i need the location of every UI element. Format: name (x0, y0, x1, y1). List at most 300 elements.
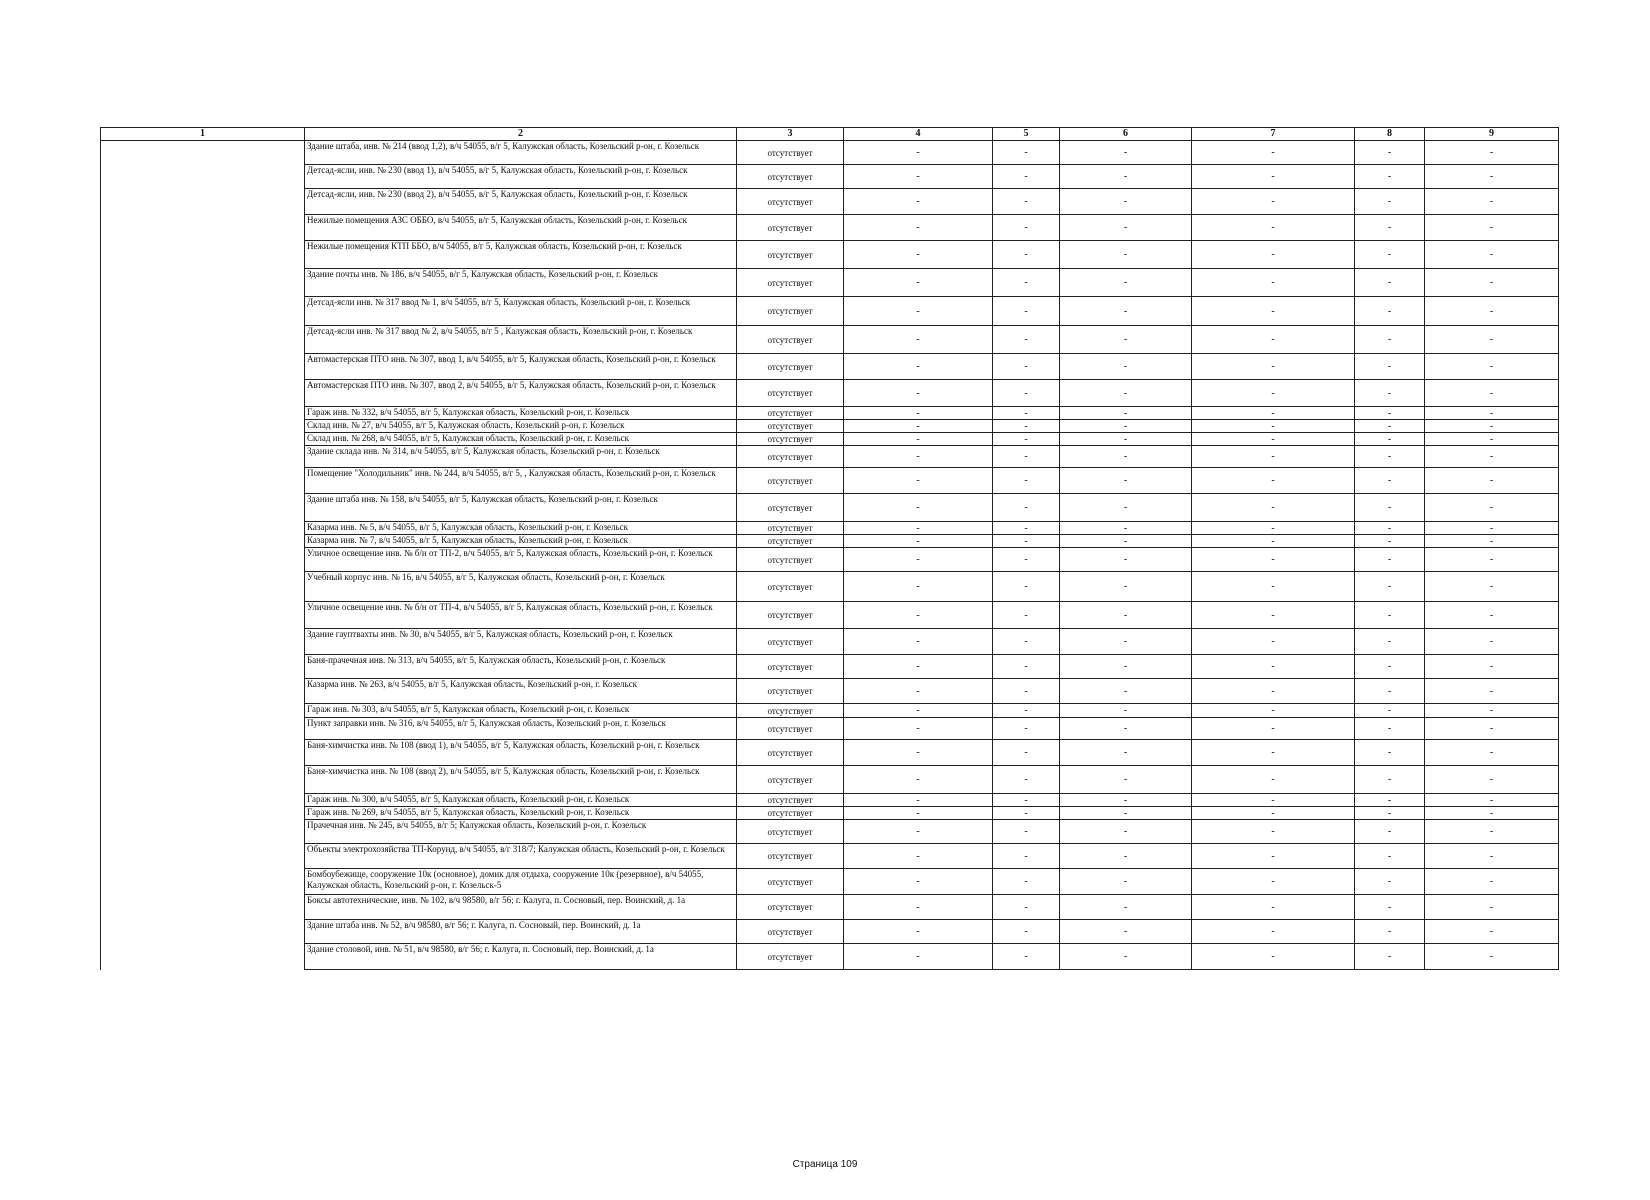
column-header-3: 3 (737, 128, 844, 141)
object-description: Нежилые помещения КТП ББО, в/ч 54055, в/г 5, Калужская область, Козельский р-он, г. Козельск (305, 241, 737, 269)
value-cell-col-7: - (1192, 535, 1355, 548)
status-cell: отсутствует (737, 869, 844, 895)
object-description: Баня-химчистка инв. № 108 (ввод 2), в/ч 54055, в/г 5, Калужская область, Козельский р-он, г. Козельск (305, 766, 737, 794)
value-cell-col-4: - (844, 165, 993, 189)
value-cell-col-8: - (1355, 869, 1425, 895)
object-description: Прачечная инв. № 245, в/ч 54055, в/г 5; Калужская область, Козельский р-он, г. Козельск (305, 820, 737, 844)
value-cell-col-9: - (1425, 718, 1559, 740)
value-cell-col-9: - (1425, 869, 1559, 895)
value-cell-col-9: - (1425, 407, 1559, 420)
status-cell: отсутствует (737, 407, 844, 420)
value-cell-col-6: - (1060, 494, 1192, 522)
object-description: Баня-прачечная инв. № 313, в/ч 54055, в/г 5, Калужская область, Козельский р-он, г. Козельск (305, 655, 737, 679)
value-cell-col-8: - (1355, 704, 1425, 718)
value-cell-col-5: - (993, 704, 1060, 718)
value-cell-col-5: - (993, 354, 1060, 380)
row-number-cell (101, 794, 305, 807)
value-cell-col-8: - (1355, 740, 1425, 766)
table-row (101, 704, 1559, 718)
value-cell-col-5: - (993, 380, 1060, 407)
value-cell-col-6: - (1060, 522, 1192, 535)
value-cell-col-7: - (1192, 572, 1355, 602)
status-cell: отсутствует (737, 297, 844, 326)
value-cell-col-5: - (993, 494, 1060, 522)
value-cell-col-6: - (1060, 141, 1192, 165)
object-description: Бомбоубежище, сооружение 10к (основное), домик для отдыха, сооружение 10к (резервное), в/ч 54055, Калужская область, Козельский р-он, г. Козельск-5 (305, 869, 737, 895)
table-row (101, 354, 1559, 380)
table-row (101, 522, 1559, 535)
column-header-5: 5 (993, 128, 1060, 141)
value-cell-col-6: - (1060, 869, 1192, 895)
value-cell-col-4: - (844, 141, 993, 165)
row-number-cell (101, 629, 305, 655)
table-row (101, 548, 1559, 572)
value-cell-col-7: - (1192, 704, 1355, 718)
value-cell-col-7: - (1192, 297, 1355, 326)
object-description: Детсад-ясли, инв. № 230 (ввод 1), в/ч 54055, в/г 5, Калужская область, Козельский р-он, г. Козельск (305, 165, 737, 189)
row-number-cell (101, 572, 305, 602)
value-cell-col-5: - (993, 655, 1060, 679)
value-cell-col-5: - (993, 920, 1060, 944)
value-cell-col-6: - (1060, 944, 1192, 970)
status-cell: отсутствует (737, 269, 844, 297)
status-cell: отсутствует (737, 807, 844, 820)
table-row (101, 446, 1559, 468)
page-number: Страница 109 (792, 1159, 858, 1170)
object-description: Здание склада инв. № 314, в/ч 54055, в/г 5, Калужская область, Козельский р-он, г. Козельск (305, 446, 737, 468)
value-cell-col-5: - (993, 446, 1060, 468)
value-cell-col-7: - (1192, 740, 1355, 766)
value-cell-col-6: - (1060, 844, 1192, 869)
status-cell: отсутствует (737, 895, 844, 920)
value-cell-col-5: - (993, 844, 1060, 869)
column-header-9: 9 (1425, 128, 1559, 141)
table-row (101, 895, 1559, 920)
value-cell-col-9: - (1425, 380, 1559, 407)
value-cell-col-8: - (1355, 572, 1425, 602)
value-cell-col-4: - (844, 766, 993, 794)
value-cell-col-9: - (1425, 920, 1559, 944)
value-cell-col-5: - (993, 165, 1060, 189)
row-number-cell (101, 380, 305, 407)
object-description: Здание столовой, инв. № 51, в/ч 98580, в/г 56; г. Калуга, п. Сосновый, пер. Воинский, д. 1а (305, 944, 737, 970)
status-cell: отсутствует (737, 189, 844, 215)
value-cell-col-4: - (844, 920, 993, 944)
status-cell: отсутствует (737, 354, 844, 380)
row-number-cell (101, 241, 305, 269)
value-cell-col-5: - (993, 468, 1060, 494)
status-cell: отсутствует (737, 679, 844, 704)
value-cell-col-7: - (1192, 326, 1355, 354)
value-cell-col-7: - (1192, 165, 1355, 189)
object-description: Нежилые помещения АЗС ОББО, в/ч 54055, в/г 5, Калужская область, Козельский р-он, г. Козельск (305, 215, 737, 241)
status-cell: отсутствует (737, 766, 844, 794)
value-cell-col-5: - (993, 269, 1060, 297)
value-cell-col-7: - (1192, 241, 1355, 269)
value-cell-col-5: - (993, 215, 1060, 241)
value-cell-col-4: - (844, 895, 993, 920)
value-cell-col-7: - (1192, 718, 1355, 740)
value-cell-col-6: - (1060, 718, 1192, 740)
row-number-cell (101, 189, 305, 215)
value-cell-col-5: - (993, 522, 1060, 535)
table-row (101, 655, 1559, 679)
value-cell-col-7: - (1192, 420, 1355, 433)
row-number-cell (101, 535, 305, 548)
value-cell-col-9: - (1425, 895, 1559, 920)
status-cell: отсутствует (737, 468, 844, 494)
value-cell-col-7: - (1192, 380, 1355, 407)
value-cell-col-7: - (1192, 522, 1355, 535)
value-cell-col-6: - (1060, 766, 1192, 794)
row-number-cell (101, 766, 305, 794)
value-cell-col-4: - (844, 944, 993, 970)
table-row (101, 629, 1559, 655)
row-number-cell (101, 718, 305, 740)
value-cell-col-9: - (1425, 269, 1559, 297)
value-cell-col-8: - (1355, 433, 1425, 446)
row-number-cell (101, 655, 305, 679)
value-cell-col-6: - (1060, 433, 1192, 446)
value-cell-col-9: - (1425, 844, 1559, 869)
column-header-8: 8 (1355, 128, 1425, 141)
table-row (101, 869, 1559, 895)
value-cell-col-6: - (1060, 629, 1192, 655)
value-cell-col-9: - (1425, 766, 1559, 794)
value-cell-col-8: - (1355, 820, 1425, 844)
row-number-cell (101, 895, 305, 920)
table-row (101, 468, 1559, 494)
value-cell-col-7: - (1192, 548, 1355, 572)
object-description: Гараж инв. № 300, в/ч 54055, в/г 5, Калужская область, Козельский р-он, г. Козельск (305, 794, 737, 807)
row-number-cell (101, 433, 305, 446)
value-cell-col-5: - (993, 679, 1060, 704)
value-cell-col-4: - (844, 326, 993, 354)
value-cell-col-5: - (993, 869, 1060, 895)
value-cell-col-6: - (1060, 548, 1192, 572)
value-cell-col-5: - (993, 141, 1060, 165)
value-cell-col-9: - (1425, 494, 1559, 522)
value-cell-col-8: - (1355, 535, 1425, 548)
row-number-cell (101, 522, 305, 535)
row-number-cell (101, 326, 305, 354)
object-description: Здание гауптвахты инв. № 30, в/ч 54055, в/г 5, Калужская область, Козельский р-он, г. Козельск (305, 629, 737, 655)
value-cell-col-8: - (1355, 446, 1425, 468)
value-cell-col-7: - (1192, 920, 1355, 944)
value-cell-col-9: - (1425, 704, 1559, 718)
value-cell-col-8: - (1355, 420, 1425, 433)
value-cell-col-8: - (1355, 920, 1425, 944)
object-description: Склад инв. № 27, в/ч 54055, в/г 5, Калужская область, Козельский р-он, г. Козельск (305, 420, 737, 433)
object-description: Помещение "Холодильник" инв. № 244, в/ч 54055, в/г 5, , Калужская область, Козельский р-он, г. Козельск (305, 468, 737, 494)
value-cell-col-6: - (1060, 297, 1192, 326)
value-cell-col-8: - (1355, 655, 1425, 679)
value-cell-col-5: - (993, 535, 1060, 548)
object-description: Гараж инв. № 269, в/ч 54055, в/г 5, Калужская область, Козельский р-он, г. Козельск (305, 807, 737, 820)
value-cell-col-6: - (1060, 535, 1192, 548)
value-cell-col-9: - (1425, 535, 1559, 548)
value-cell-col-8: - (1355, 679, 1425, 704)
object-description: Здание почты инв. № 186, в/ч 54055, в/г 5, Калужская область, Козельский р-он, г. Козельск (305, 269, 737, 297)
value-cell-col-7: - (1192, 807, 1355, 820)
value-cell-col-4: - (844, 704, 993, 718)
value-cell-col-9: - (1425, 629, 1559, 655)
object-description: Склад инв. № 268, в/ч 54055, в/г 5, Калужская область, Козельский р-он, г. Козельск (305, 433, 737, 446)
table-row (101, 794, 1559, 807)
value-cell-col-5: - (993, 602, 1060, 629)
status-cell: отсутствует (737, 494, 844, 522)
row-number-cell (101, 494, 305, 522)
value-cell-col-9: - (1425, 326, 1559, 354)
value-cell-col-9: - (1425, 297, 1559, 326)
value-cell-col-8: - (1355, 468, 1425, 494)
value-cell-col-4: - (844, 679, 993, 704)
object-description: Казарма инв. № 7, в/ч 54055, в/г 5, Калужская область, Козельский р-он, г. Козельск (305, 535, 737, 548)
value-cell-col-8: - (1355, 407, 1425, 420)
object-description: Баня-химчистка инв. № 108 (ввод 1), в/ч 54055, в/г 5, Калужская область, Козельский р-он, г. Козельск (305, 740, 737, 766)
value-cell-col-7: - (1192, 269, 1355, 297)
row-number-cell (101, 407, 305, 420)
value-cell-col-8: - (1355, 602, 1425, 629)
header-row (101, 128, 1559, 141)
row-number-cell (101, 869, 305, 895)
value-cell-col-4: - (844, 572, 993, 602)
value-cell-col-9: - (1425, 679, 1559, 704)
table-row (101, 718, 1559, 740)
row-number-cell (101, 420, 305, 433)
value-cell-col-7: - (1192, 679, 1355, 704)
value-cell-col-8: - (1355, 522, 1425, 535)
status-cell: отсутствует (737, 165, 844, 189)
object-description: Пункт заправки инв. № 316, в/ч 54055, в/г 5, Калужская область, Козельский р-он, г. Козельск (305, 718, 737, 740)
value-cell-col-9: - (1425, 354, 1559, 380)
row-number-cell (101, 297, 305, 326)
value-cell-col-6: - (1060, 354, 1192, 380)
object-description: Гараж инв. № 332, в/ч 54055, в/г 5, Калужская область, Козельский р-он, г. Козельск (305, 407, 737, 420)
table-row (101, 165, 1559, 189)
object-description: Боксы автотехнические, инв. № 102, в/ч 98580, в/г 56; г. Калуга, п. Сосновый, пер. Воинский, д. 1а (305, 895, 737, 920)
object-description: Учебный корпус инв. № 16, в/ч 54055, в/г 5, Калужская область, Козельский р-он, г. Козельск (305, 572, 737, 602)
value-cell-col-9: - (1425, 241, 1559, 269)
value-cell-col-4: - (844, 446, 993, 468)
value-cell-col-8: - (1355, 269, 1425, 297)
object-description: Автомастерская ПТО инв. № 307, ввод 1, в/ч 54055, в/г 5, Калужская область, Козельский р-он, г. Козельск (305, 354, 737, 380)
value-cell-col-7: - (1192, 794, 1355, 807)
row-number-cell (101, 820, 305, 844)
value-cell-col-5: - (993, 629, 1060, 655)
table-row (101, 380, 1559, 407)
row-number-cell (101, 468, 305, 494)
value-cell-col-5: - (993, 807, 1060, 820)
value-cell-col-6: - (1060, 602, 1192, 629)
value-cell-col-4: - (844, 794, 993, 807)
table-row (101, 944, 1559, 970)
value-cell-col-7: - (1192, 494, 1355, 522)
status-cell: отсутствует (737, 420, 844, 433)
value-cell-col-8: - (1355, 895, 1425, 920)
object-description: Здание штаба, инв. № 214 (ввод 1,2), в/ч 54055, в/г 5, Калужская область, Козельский р-он, г. Козельск (305, 141, 737, 165)
value-cell-col-6: - (1060, 407, 1192, 420)
table-row (101, 602, 1559, 629)
value-cell-col-4: - (844, 269, 993, 297)
value-cell-col-7: - (1192, 766, 1355, 794)
value-cell-col-4: - (844, 718, 993, 740)
value-cell-col-7: - (1192, 433, 1355, 446)
table-row (101, 215, 1559, 241)
value-cell-col-7: - (1192, 844, 1355, 869)
value-cell-col-5: - (993, 297, 1060, 326)
value-cell-col-5: - (993, 420, 1060, 433)
value-cell-col-6: - (1060, 820, 1192, 844)
object-description: Объекты электрохозяйства ТП-Корунд, в/ч 54055, в/г 318/7; Калужская область, Козельский р-он, г. Козельск (305, 844, 737, 869)
object-description: Казарма инв. № 5, в/ч 54055, в/г 5, Калужская область, Козельский р-он, г. Козельск (305, 522, 737, 535)
table-row (101, 420, 1559, 433)
value-cell-col-5: - (993, 189, 1060, 215)
status-cell: отсутствует (737, 602, 844, 629)
value-cell-col-4: - (844, 740, 993, 766)
table-row (101, 807, 1559, 820)
status-cell: отсутствует (737, 794, 844, 807)
status-cell: отсутствует (737, 820, 844, 844)
status-cell: отсутствует (737, 944, 844, 970)
value-cell-col-8: - (1355, 944, 1425, 970)
value-cell-col-4: - (844, 215, 993, 241)
column-header-1: 1 (101, 128, 305, 141)
value-cell-col-6: - (1060, 704, 1192, 718)
row-number-cell (101, 807, 305, 820)
value-cell-col-4: - (844, 602, 993, 629)
value-cell-col-6: - (1060, 468, 1192, 494)
row-number-cell (101, 844, 305, 869)
value-cell-col-5: - (993, 944, 1060, 970)
table-body (101, 141, 1559, 970)
value-cell-col-9: - (1425, 794, 1559, 807)
status-cell: отсутствует (737, 141, 844, 165)
value-cell-col-5: - (993, 548, 1060, 572)
value-cell-col-7: - (1192, 655, 1355, 679)
row-number-cell (101, 740, 305, 766)
object-description: Автомастерская ПТО инв. № 307, ввод 2, в/ч 54055, в/г 5, Калужская область, Козельский р-он, г. Козельск (305, 380, 737, 407)
value-cell-col-6: - (1060, 215, 1192, 241)
row-number-cell (101, 920, 305, 944)
table-row (101, 844, 1559, 869)
value-cell-col-9: - (1425, 468, 1559, 494)
value-cell-col-7: - (1192, 141, 1355, 165)
table-row (101, 433, 1559, 446)
value-cell-col-5: - (993, 718, 1060, 740)
status-cell: отсутствует (737, 522, 844, 535)
status-cell: отсутствует (737, 535, 844, 548)
row-number-cell (101, 165, 305, 189)
value-cell-col-8: - (1355, 629, 1425, 655)
value-cell-col-6: - (1060, 655, 1192, 679)
value-cell-col-6: - (1060, 895, 1192, 920)
value-cell-col-8: - (1355, 165, 1425, 189)
value-cell-col-6: - (1060, 794, 1192, 807)
table-row (101, 141, 1559, 165)
value-cell-col-6: - (1060, 920, 1192, 944)
value-cell-col-4: - (844, 629, 993, 655)
status-cell: отсутствует (737, 548, 844, 572)
value-cell-col-4: - (844, 420, 993, 433)
row-number-cell (101, 704, 305, 718)
value-cell-col-4: - (844, 535, 993, 548)
value-cell-col-9: - (1425, 655, 1559, 679)
status-cell: отсутствует (737, 215, 844, 241)
value-cell-col-4: - (844, 844, 993, 869)
object-description: Здание штаба инв. № 52, в/ч 98580, в/г 56; г. Калуга, п. Сосновый, пер. Воинский, д. 1а (305, 920, 737, 944)
table-row (101, 241, 1559, 269)
value-cell-col-5: - (993, 740, 1060, 766)
object-description: Детсад-ясли, инв. № 230 (ввод 2), в/ч 54055, в/г 5, Калужская область, Козельский р-он, г. Козельск (305, 189, 737, 215)
object-description: Казарма инв. № 263, в/ч 54055, в/г 5, Калужская область, Козельский р-он, г. Козельск (305, 679, 737, 704)
row-number-cell (101, 141, 305, 165)
status-cell: отсутствует (737, 718, 844, 740)
value-cell-col-4: - (844, 297, 993, 326)
status-cell: отсутствует (737, 241, 844, 269)
column-header-6: 6 (1060, 128, 1192, 141)
value-cell-col-7: - (1192, 446, 1355, 468)
column-header-7: 7 (1192, 128, 1355, 141)
value-cell-col-8: - (1355, 548, 1425, 572)
value-cell-col-9: - (1425, 215, 1559, 241)
row-number-cell (101, 679, 305, 704)
value-cell-col-8: - (1355, 380, 1425, 407)
object-description: Уличное освещение инв. № б/н от ТП-2, в/ч 54055, в/г 5, Калужская область, Козельский р-он, г. Козельск (305, 548, 737, 572)
value-cell-col-9: - (1425, 944, 1559, 970)
row-number-cell (101, 354, 305, 380)
value-cell-col-5: - (993, 241, 1060, 269)
value-cell-col-5: - (993, 407, 1060, 420)
status-cell: отсутствует (737, 446, 844, 468)
value-cell-col-7: - (1192, 944, 1355, 970)
value-cell-col-7: - (1192, 215, 1355, 241)
value-cell-col-9: - (1425, 548, 1559, 572)
table-row (101, 326, 1559, 354)
value-cell-col-8: - (1355, 189, 1425, 215)
value-cell-col-4: - (844, 869, 993, 895)
value-cell-col-9: - (1425, 446, 1559, 468)
value-cell-col-9: - (1425, 420, 1559, 433)
value-cell-col-4: - (844, 380, 993, 407)
value-cell-col-6: - (1060, 446, 1192, 468)
value-cell-col-5: - (993, 766, 1060, 794)
table-row (101, 679, 1559, 704)
status-cell: отсутствует (737, 572, 844, 602)
object-description: Уличное освещение инв. № б/н от ТП-4, в/ч 54055, в/г 5, Калужская область, Козельский р-он, г. Козельск (305, 602, 737, 629)
row-number-cell (101, 602, 305, 629)
value-cell-col-7: - (1192, 869, 1355, 895)
value-cell-col-7: - (1192, 602, 1355, 629)
value-cell-col-8: - (1355, 215, 1425, 241)
value-cell-col-5: - (993, 895, 1060, 920)
table-row (101, 766, 1559, 794)
value-cell-col-4: - (844, 354, 993, 380)
value-cell-col-6: - (1060, 380, 1192, 407)
value-cell-col-5: - (993, 326, 1060, 354)
value-cell-col-5: - (993, 820, 1060, 844)
status-cell: отсутствует (737, 655, 844, 679)
object-description: Гараж инв. № 303, в/ч 54055, в/г 5, Калужская область, Козельский р-он, г. Козельск (305, 704, 737, 718)
row-number-cell (101, 944, 305, 970)
status-cell: отсутствует (737, 326, 844, 354)
value-cell-col-9: - (1425, 740, 1559, 766)
value-cell-col-5: - (993, 794, 1060, 807)
value-cell-col-9: - (1425, 807, 1559, 820)
table-row (101, 820, 1559, 844)
value-cell-col-9: - (1425, 602, 1559, 629)
value-cell-col-4: - (844, 820, 993, 844)
